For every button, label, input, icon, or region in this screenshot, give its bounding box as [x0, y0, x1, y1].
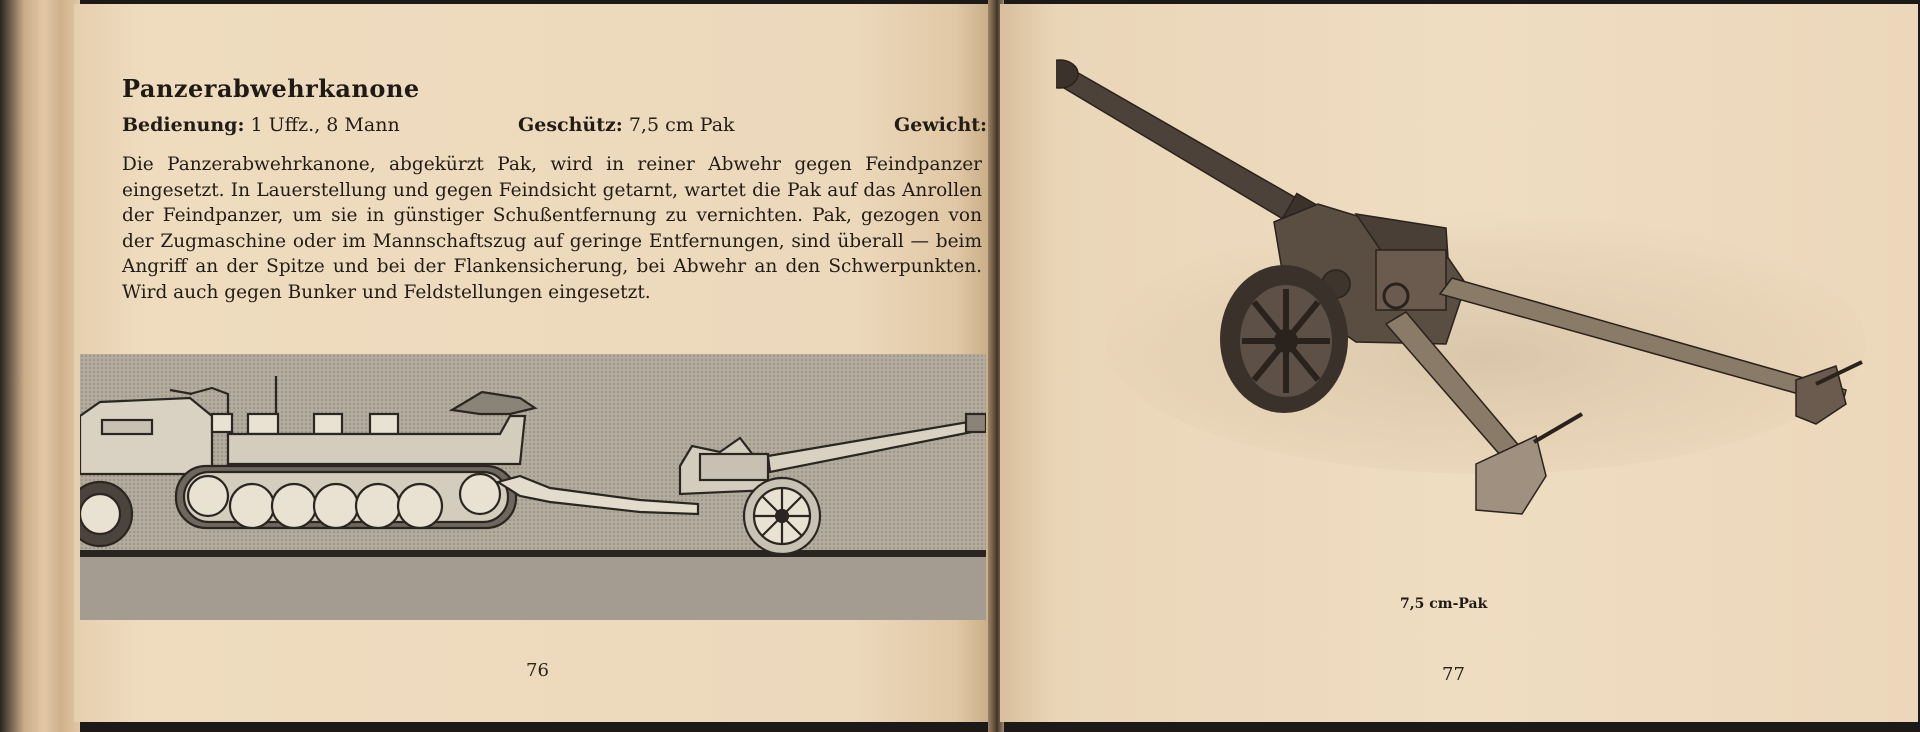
spec-weight-label: Gewicht: [894, 114, 988, 136]
spec-crew-label: Bedienung: [122, 114, 245, 136]
page-number-right: 77 [1442, 664, 1465, 685]
photo-caption: 7,5 cm-Pak [1400, 596, 1488, 612]
spec-gun [518, 114, 735, 136]
spec-line [122, 114, 992, 142]
right-page [1000, 4, 1918, 722]
gun-wheel [1220, 265, 1348, 413]
pak-gun-photograph [1056, 44, 1876, 564]
ground-strip [80, 554, 986, 620]
body-text [122, 152, 982, 306]
spec-gun-label: Geschütz: [518, 114, 623, 136]
body-paragraph: Die Panzerabwehrkanone, abgekürzt Pak, wird in reiner Abwehr gegen Feindpanzer eingesetzt. In Lauerstellung und gegen Feindsicht getarnt, wartet die Pak auf das Anrollen der Feindpanzer, um sie in günstiger Schußentfernung zu vernichten. Pak, gezogen von der Zugmaschine oder im Mannschaftszug auf geringe Entfernungen, sind überall — beim Angriff an der Spitze und bei der Flankensicherung, bei Abwehr an den Schwerpunkten. Wird auch gegen Bunker und Feldstellungen eingesetzt. [122, 154, 982, 303]
page-stack-edge [0, 0, 80, 732]
left-page [74, 4, 992, 722]
halftrack-towing-gun-illustration [80, 354, 986, 620]
spec-crew [122, 114, 400, 136]
spec-gun-value: 7,5 cm Pak [628, 114, 735, 136]
spec-crew-value: 1 Uffz., 8 Mann [250, 114, 400, 136]
page-heading: Panzerabwehrkanone [122, 74, 420, 103]
page-number-left: 76 [526, 660, 549, 681]
ground-line [80, 550, 986, 557]
